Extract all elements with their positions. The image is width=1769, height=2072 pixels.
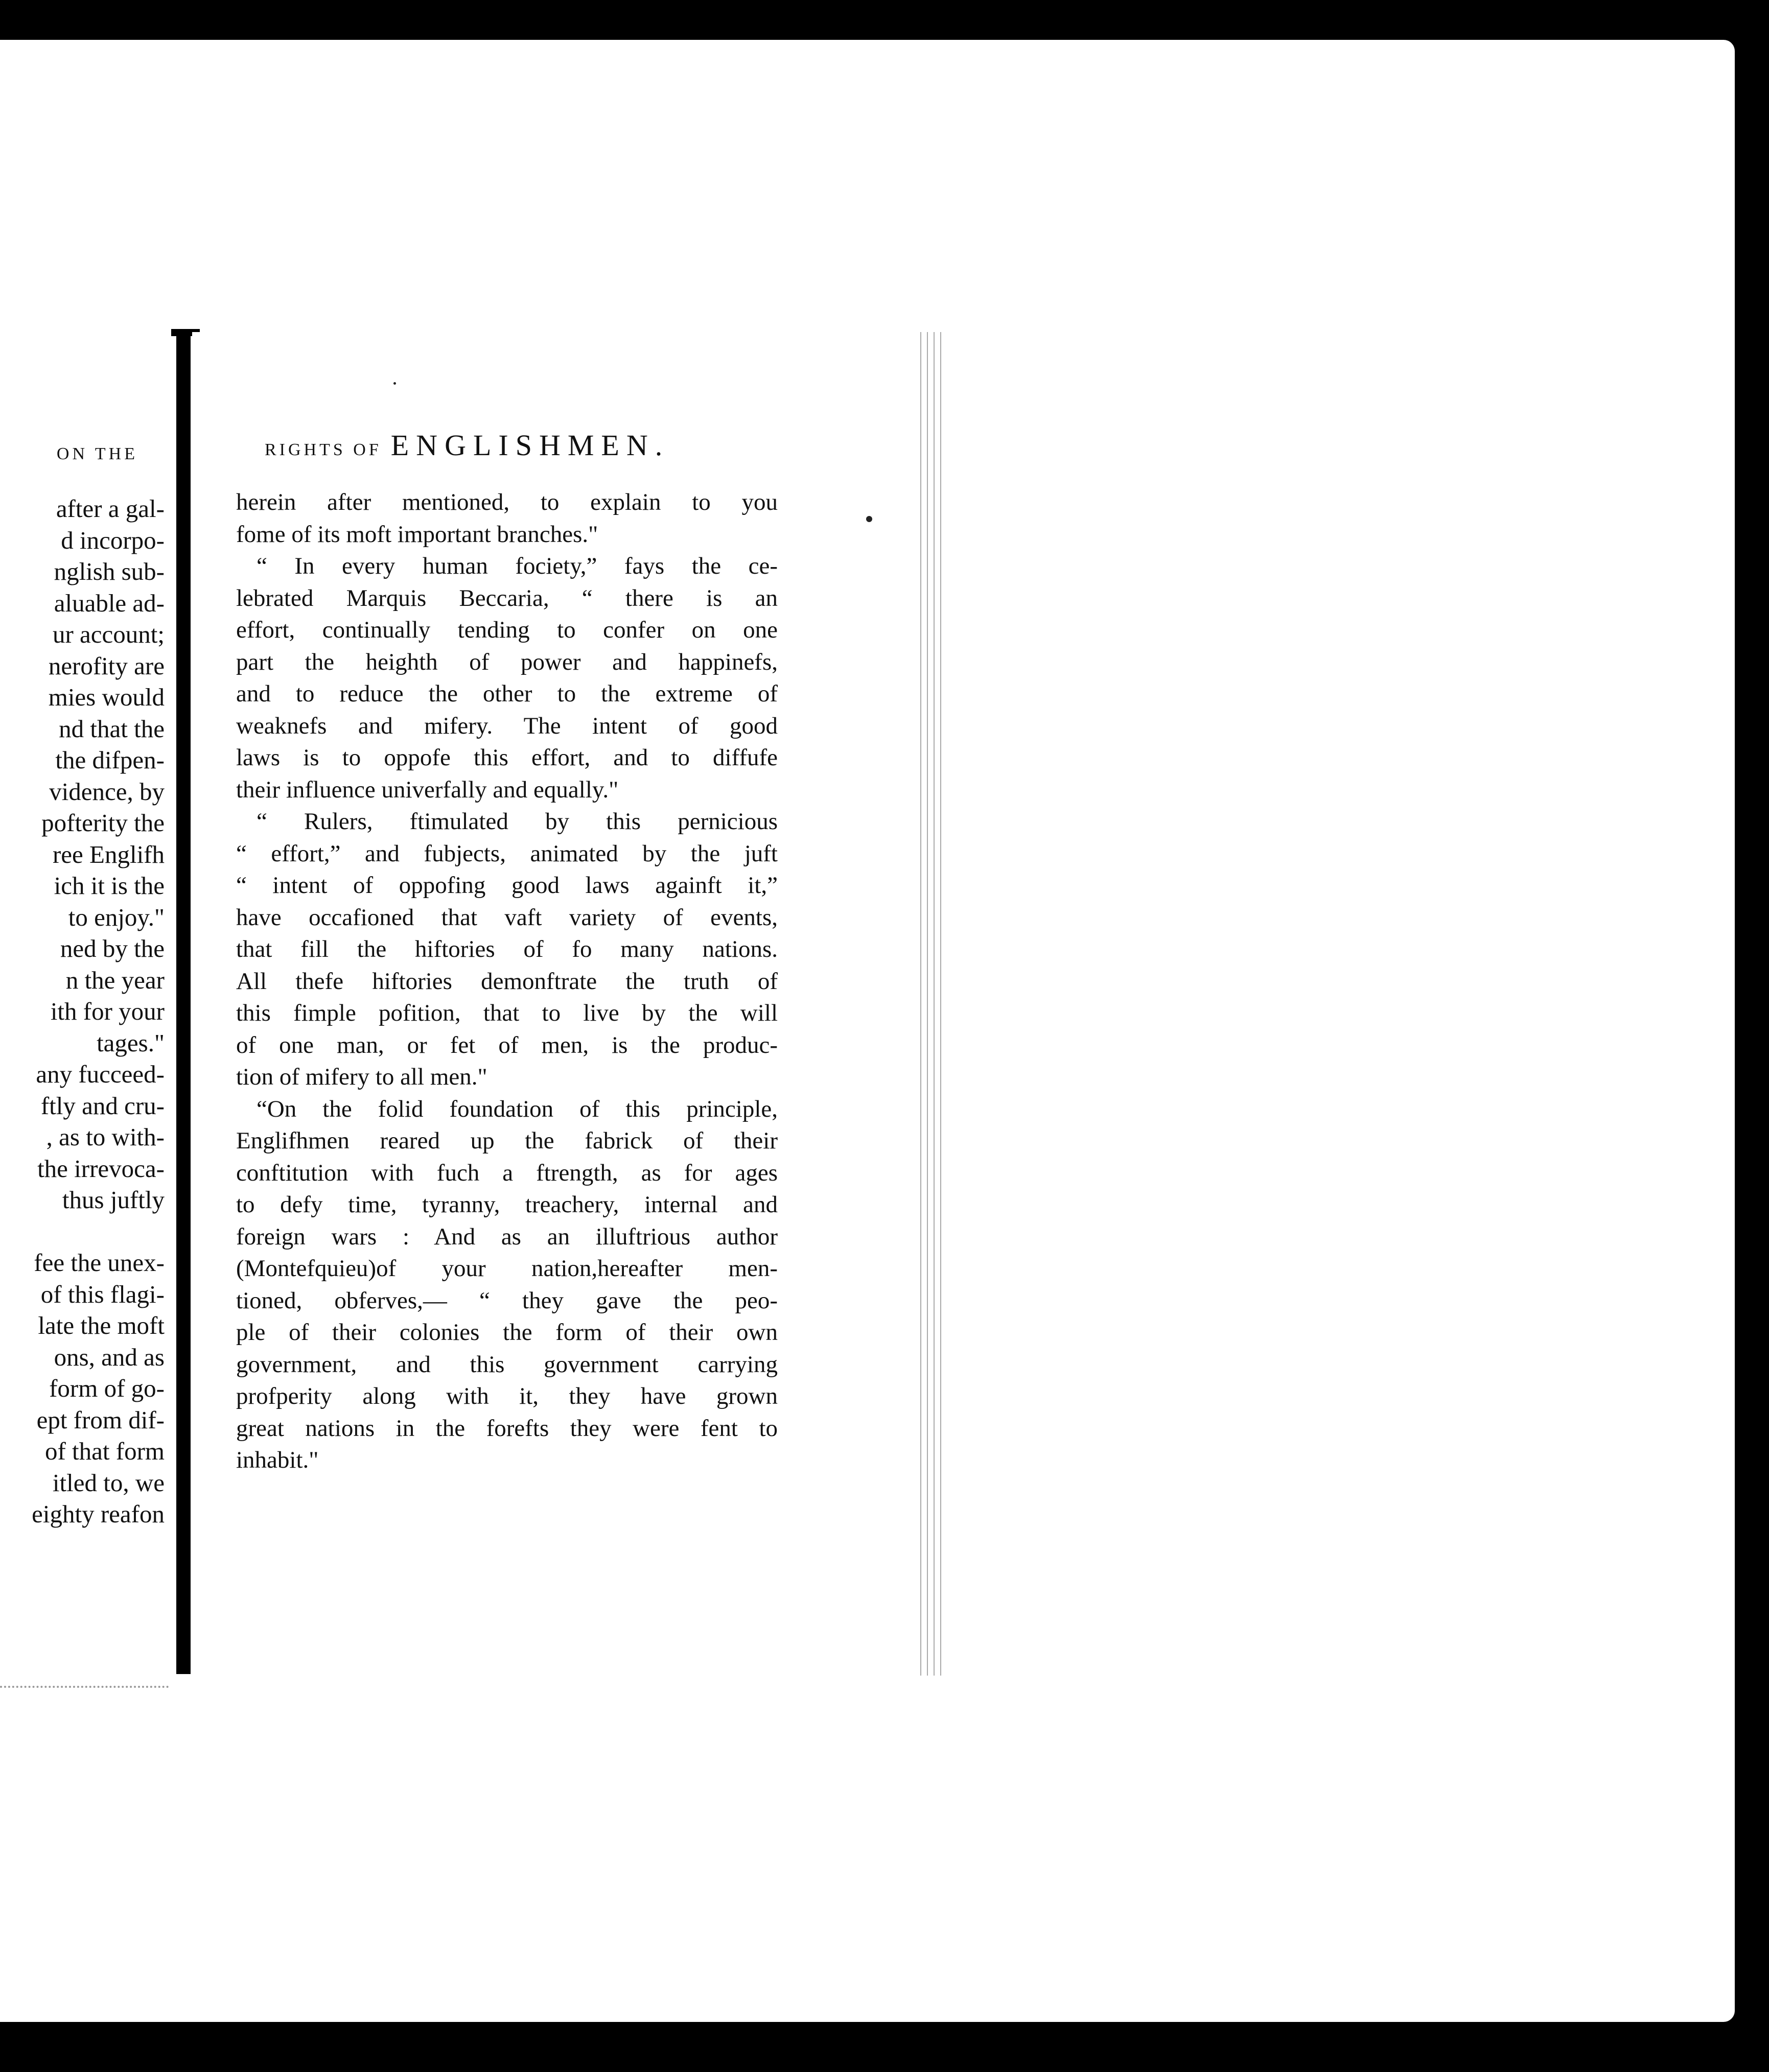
text-line: “ In every human fociety,” fays the ce- [257, 553, 778, 579]
text-line: “ intent of oppofing good laws againft it,” [236, 872, 778, 899]
text-line: weaknefs and mifery. The intent of good [236, 712, 778, 739]
left-page-line [32, 1216, 165, 1247]
text-line: effort, continually tending to confer on one [236, 617, 778, 643]
left-page-line: thus juftly [62, 1186, 165, 1214]
edge-mark [1749, 1727, 1769, 1783]
left-page-line: ith for your [50, 997, 165, 1025]
left-page-line: tages." [97, 1028, 165, 1057]
text-line: fome of its moft important branches." [236, 521, 598, 548]
running-head [265, 428, 750, 462]
left-page-line: nerofity are [48, 651, 165, 680]
left-page-line: d incorpo- [61, 526, 165, 554]
left-page-line: mies would [48, 683, 165, 711]
left-page-line: ftly and cru- [40, 1091, 165, 1120]
text-line: have occafioned that vaft variety of events, [236, 904, 778, 931]
text-line: “ Rulers, ftimulated by this pernicious [257, 808, 778, 835]
text-line: and to reduce the other to the extreme of [236, 680, 778, 707]
text-line: to defy time, tyranny, treachery, internal and [236, 1191, 778, 1218]
text-line: of one man, or fet of men, is the produc- [236, 1031, 778, 1058]
left-page-text [32, 493, 165, 1530]
page-body-text [236, 486, 778, 1476]
left-page-line: fee the unex- [34, 1249, 165, 1277]
text-line: government, and this government carrying [236, 1351, 778, 1378]
left-page-line: pofterity the [41, 809, 165, 837]
left-page-line: itled to, we [52, 1468, 165, 1497]
left-page-line: n the year [65, 966, 165, 994]
text-line: Englifhmen reared up the fabrick of their [236, 1127, 778, 1154]
text-line: tioned, obferves,— “ they gave the peo- [236, 1287, 778, 1314]
text-line: inhabit." [236, 1447, 319, 1473]
left-facing-page [0, 327, 169, 1688]
left-page-line: late the moft [38, 1311, 165, 1339]
text-line: herein after mentioned, to explain to you [236, 489, 778, 515]
edge-mark [1749, 255, 1769, 317]
left-page-line: ree Englifh [52, 840, 165, 868]
page-edge [917, 332, 943, 1676]
text-line: part the heighth of power and happinefs, [236, 648, 778, 675]
text-line: laws is to oppofe this effort, and to diffufe [236, 744, 778, 771]
left-page-line: after a gal- [56, 495, 165, 523]
left-page-line: to enjoy." [68, 903, 165, 931]
text-line: profperity along with it, they have grown [236, 1383, 778, 1409]
left-page-line: ned by the [60, 934, 165, 962]
left-page-line: of this flagi- [40, 1280, 165, 1308]
text-line: (Montefquieu)of your nation,hereafter men- [236, 1255, 778, 1282]
left-page-line: nd that the [59, 714, 165, 743]
left-running-head: ON THE [56, 444, 138, 463]
left-page-line: nglish sub- [54, 557, 165, 585]
left-page-line: ich it is the [54, 872, 165, 900]
left-page-line: , as to with- [46, 1123, 165, 1151]
left-page-line: the difpen- [55, 746, 165, 774]
text-line: “On the folid foundation of this principle, [257, 1095, 778, 1122]
left-page-line: eighty reafon [32, 1500, 165, 1528]
left-page-line: form of go- [49, 1374, 165, 1402]
text-line: that fill the hiftories of fo many nations. [236, 936, 778, 962]
text-line: foreign wars : And as an illuftrious author [236, 1223, 778, 1250]
running-head-title: ENGLISHMEN. [390, 429, 670, 462]
left-page-line: aluable ad- [54, 588, 165, 617]
text-line: tion of mifery to all men." [236, 1064, 487, 1090]
text-line: lebrated Marquis Beccaria, “ there is an [236, 584, 778, 611]
left-page-line: any fucceed- [36, 1060, 165, 1088]
text-line: conftitution with fuch a ftrength, as for ages [236, 1159, 778, 1186]
text-line: this fimple pofition, that to live by the will [236, 1000, 778, 1026]
running-head-small: RIGHTS OF [265, 440, 382, 459]
left-page-line: of that form [44, 1437, 165, 1465]
left-page-line: vidence, by [49, 777, 165, 806]
left-page-line: ur account; [52, 620, 165, 648]
left-page-line: ept from dif- [36, 1405, 165, 1434]
ink-speck [866, 516, 872, 522]
text-line: great nations in the forefts they were fent to [236, 1415, 778, 1442]
ink-speck [393, 382, 396, 385]
text-line: All thefe hiftories demonftrate the truth of [236, 968, 778, 995]
book-gutter [176, 333, 191, 1674]
left-page-line: ons, and as [54, 1343, 165, 1371]
text-line: ple of their colonies the form of their own [236, 1319, 778, 1346]
text-line: “ effort,” and fubjects, animated by the juft [236, 840, 778, 867]
text-line: their influence univerfally and equally." [236, 776, 619, 803]
left-page-line: the irrevoca- [37, 1154, 165, 1183]
